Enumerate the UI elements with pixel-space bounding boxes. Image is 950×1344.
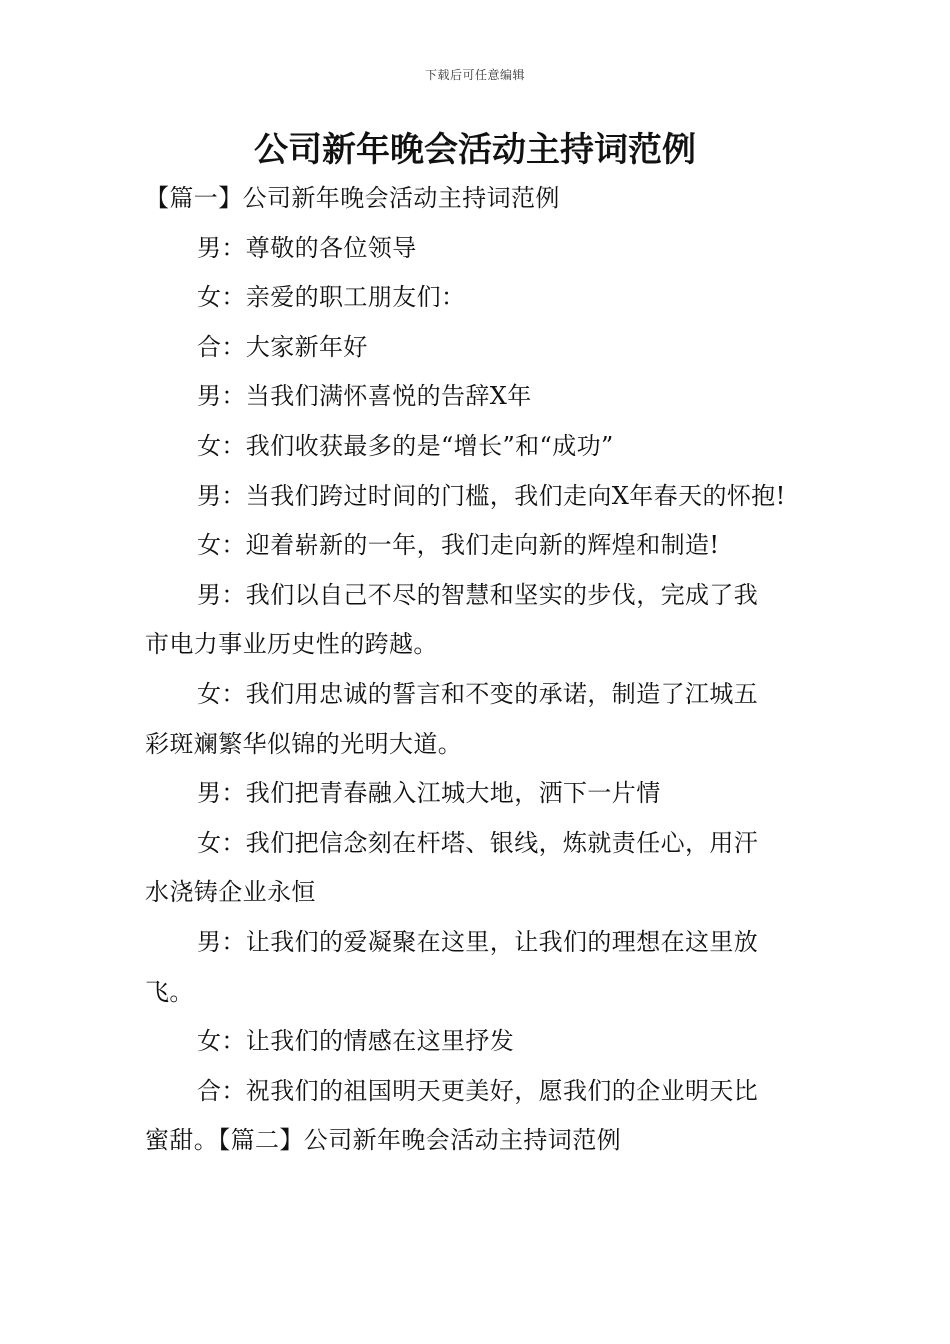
dialogue-line: 女：我们用忠诚的誓言和不变的承诺，制造了江城五 bbox=[197, 679, 759, 708]
dialogue-line-continuation: 蜜甜。【篇二】公司新年晚会活动主持词范例 bbox=[145, 1126, 621, 1155]
header-note: 下载后可任意编辑 bbox=[424, 68, 525, 82]
dialogue-lines bbox=[145, 224, 810, 1166]
dialogue-line: 男：尊敬的各位领导 bbox=[197, 233, 417, 262]
dialogue-line-continuation: 水浇铸企业永恒 bbox=[145, 878, 316, 907]
dialogue-line: 女：让我们的情感在这里抒发 bbox=[197, 1027, 515, 1056]
dialogue-line: 合：大家新年好 bbox=[197, 332, 368, 361]
dialogue-line: 男：我们以自己不尽的智慧和坚实的步伐，完成了我 bbox=[197, 580, 759, 609]
dialogue-line: 合：祝我们的祖国明天更美好，愿我们的企业明天比 bbox=[197, 1076, 759, 1105]
dialogue-line-continuation: 市电力事业历史性的跨越。 bbox=[145, 630, 438, 659]
dialogue-line: 男：当我们跨过时间的门槛，我们走向X年春天的怀抱! bbox=[197, 481, 786, 510]
dialogue-line: 女：迎着崭新的一年，我们走向新的辉煌和制造! bbox=[197, 531, 720, 560]
document-title: 公司新年晚会活动主持词范例 bbox=[254, 130, 696, 170]
dialogue-line: 女：我们把信念刻在杆塔、银线，炼就责任心，用汗 bbox=[197, 828, 759, 857]
dialogue-line-continuation: 彩斑斓繁华似锦的光明大道。 bbox=[145, 729, 463, 758]
document-body bbox=[145, 174, 810, 1166]
section-heading: 【篇一】公司新年晚会活动主持词范例 bbox=[145, 184, 560, 212]
dialogue-line: 女：亲爱的职工朋友们： bbox=[197, 283, 466, 312]
dialogue-line-continuation: 飞。 bbox=[145, 977, 194, 1006]
dialogue-line: 女：我们收获最多的是“增长”和“成功” bbox=[197, 431, 614, 460]
dialogue-line: 男：让我们的爱凝聚在这里，让我们的理想在这里放 bbox=[197, 927, 759, 956]
dialogue-line: 男：当我们满怀喜悦的告辞X年 bbox=[197, 382, 532, 411]
dialogue-line: 男：我们把青春融入江城大地，洒下一片情 bbox=[197, 779, 661, 808]
